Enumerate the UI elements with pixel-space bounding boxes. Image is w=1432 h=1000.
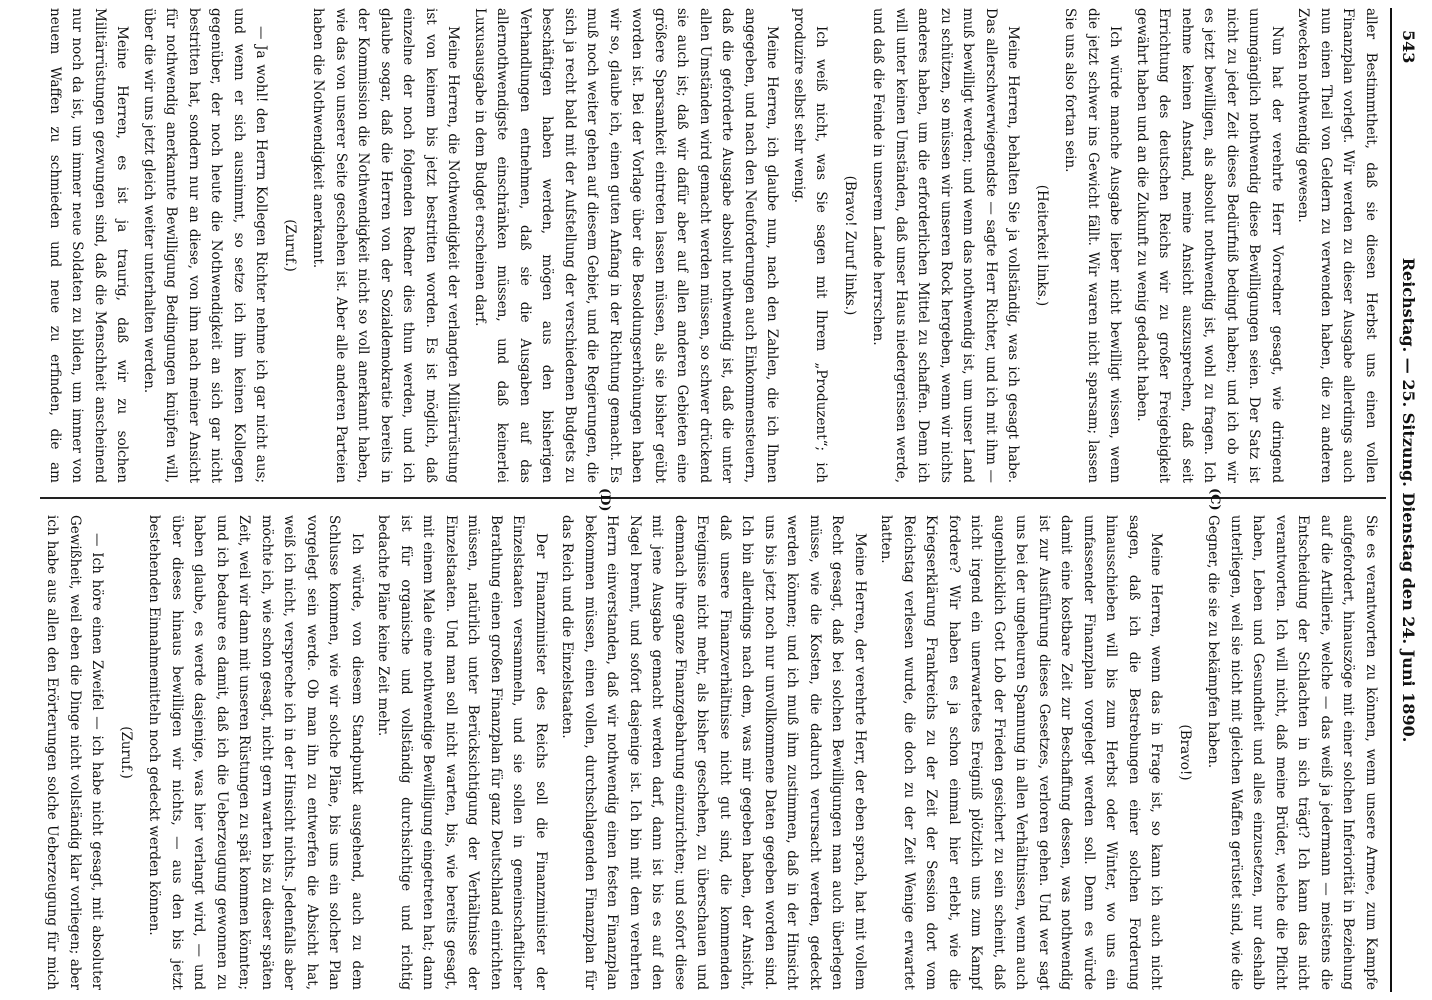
paragraph: — Ich höre einen Zweifel — ich habe nicht gesagt, mit absoluter Gewißheit, weil eben die Dinge nicht vollständig klar vorliegen; aber ich habe aus allen den Erörterungen solche Ueberzeugung für mich [44,515,106,990]
column-divider [40,497,1386,499]
paragraph: Der Finanzminister des Reichs soll die Finanzminister der Einzelstaaten versammeln, und sie sollen in gemeinschaftlicher Berathung einen großen Finanzplan für ganz Deutschland einrichten müssen, natürlich unter Berücksichtigung der Verhältnisse der Einzelstaaten. Und man soll nicht warten, bis, wie bereits gesagt, mit einem Male eine nothwendige Bewilligung eingetreten hat; dann ist für organische und vollständig durchsichtige und richtig bedachte Pläne keine Zeit mehr. [375,515,549,990]
paragraph: Meine Herren, die Nothwendigkeit der verlangten Militärrüstung ist von keinem bis jetzt bestritten worden. Es ist möglich, daß einzelne der noch folgenden Redner dies thun werden, und ich glaube sogar, daß die Herren von der Sozialdemokratie bereits in der Kommission die Nothwendigkeit nicht so voll anerkannt haben, wie das von unserer Seite geschehen ist. Aber alle anderen Parteien haben die Nothwendigkeit anerkannt. [310,8,462,483]
stage-direction: (Heiterkeit links.) [1034,184,1050,307]
page-number: 543 [1399,30,1418,64]
right-column [40,515,1382,990]
paragraph: — Ja wohl! den Herrn Kollegen Richter nehme ich gar nicht aus; und wenn er sich ausnimmt, so setze ich ihm keinen Kollegen gegenüber, der noch heute die Nothwendigkeit an sich gar nicht bestritten hat, sondern nur an diese, von ihm nach meiner Ansicht für nothwendig anerkannte Bewilligung Bedingungen knüpfen will, über die wir uns jetzt gleich weiter unterhalten werden. [141,8,270,483]
paragraph: Ich würde, von diesem Standpunkt ausgehend, auch zu dem Schlusse kommen, wie wir solche Pläne, bis uns ein solcher Plan vorgelegt sein werde. Ob man ihn zu entwerfen die Absicht hat, weiß ich nicht, verspreche ich in der Hinsicht nichts. Jedenfalls aber möchte ich, wie schon gesagt, nicht gern warten bis zu dieser späten Zeit, weil wir dann mit unseren Rüstungen zu spät kommen könnten; und ich bedaure es damit, daß ich die Ueberzeugung gewonnen zu haben glaube, es werde dasjenige, was hier verlangt wird, — und über dieses hinaus bewilligen wir nichts, — aus den bis jetzt bestehenden Einnahmemitteln noch gedeckt werden können. [146,515,365,990]
stage-direction: (Zuruf.) [282,219,298,272]
paragraph: Meine Herren, ich glaube nun, nach den Zahlen, die ich Ihnen angegeben, und nach den Neuforderungen auch Einkommensteuern, daß die geforderte Ausgabe absolut nothwendig ist, daß die unter allen Umständen wird gemacht werden müssen, so schwer drückend sie auch ist; daß wir dafür aber auf allen anderen Gebieten eine größere Sparsamkeit eintreten lassen müssen, als sie bisher geübt worden ist. Bei der Vorlage über die Besoldungserhöhungen haben wir so, glaube ich, einen guten Anfang in der Richtung gemacht. Es muß noch weiter gehen auf diesem Gebiet, und die Regierungen, die sich ja recht bald mit der Aufstellung der verschiedenen Budgets zu beschäftigen haben werden, mögen aus den bisherigen Verhandlungen entnehmen, daß sie die Ausgaben auf das allernothwendigste einschränken müssen, und daß keinerlei Luxusausgabe in dem Budget erscheinen darf. [472,8,781,483]
stage-direction: (Zuruf.) [118,726,134,779]
paragraph: Ich weiß nicht, was Sie sagen mit Ihrem „Produzent“; ich produzire selbst sehr wenig. [791,8,830,483]
paragraph: Meine Herren, es ist ja traurig, daß wir zu solchen Militärrüstungen gezwungen sind, daß die Menschheit anscheinend nur noch da ist, um immer neue Soldaten zu bilden, um immer von neuem Waffen zu schmieden und neue zu erfinden, die am [47,8,131,483]
paragraph: Meine Herren, behalten Sie ja vollständig, was ich gesagt habe. Das allerschwerwiegendste — sagte Herr Richter, und ich mit ihm — muß bewilligt werden; und wenn das nothwendig ist, um unser Land zu schützen, so müssen wir unseren Rock hergeben, wenn wir nichts anderes haben, um die erforderlichen Mittel zu schaffen. Denn ich will unter keinen Umständen, daß unser Haus niedergerissen werde, und daß die Feinde in unserem Lande herrschen. [870,8,1022,483]
margin-mark-d: (D) [597,488,612,512]
left-column [40,8,1382,483]
paragraph: Meine Herren, der verehrte Herr, der eben sprach, hat mit vollem Recht gesagt, daß bei solchen Bewilligungen man auch überlegen müsse, wie die Kosten, die dadurch verursacht werden, gedeckt werden können; und ich muß ihm zustimmen, daß in der Hinsicht uns bis jetzt noch nur unvollkommene Daten gegeben worden sind. Ich bin allerdings nach dem, was mir gegeben haben, der Ansicht, daß unsere Finanzverhältnisse nicht gut sind, die kommenden Ereignisse nicht mehr, als bisher geschehen, zu überschauen und demnach ihre ganze Finanzgebahrung einzurichten; und sofort diese mit jene Ausgabe gemacht werden darf, dann ist bis es auf den Nagel brennt, und sofort dasjenige ist. Ich bin mit dem verehrten Herrn einverstanden, daß wir nothwendig einen festen Finanzplan bekommen müssen, einen vollen, durchschlagenden Finanzplan für das Reich und die Einzelstaaten. [559,515,868,990]
running-header [1386,0,1432,1000]
paragraph: aller Bestimmtheit, daß sie diesen Herbst uns einen vollen Finanzplan vorlegt. Wir werden zu dieser Ausgabe allerdings auch nun einen Theil von Geldern zu verwenden haben, die zu anderen Zwecken nothwendig gewesen. [1295,8,1379,483]
paragraph: Sie es verantworten zu können, wenn unsere Armee, zum Kampfe aufgefordert, hinauszöge mit einer solchen Inferiorität in Beziehung auf die Artillerie, welche — das weiß ja jedermann — meistens die Entscheidung der Schlachten in sich trägt? Ich kann das nicht verantworten. Ich will nicht, daß meine Brüder, welche die Pflicht haben, Leben und Gesundheit und alles einzusetzen, nur deshalb unterliegen, weil sie nicht mit gleichen Waffen gerüstet sind, wie die Gegner, die sie zu bekämpfen haben. [1205,515,1379,990]
paragraph: Nun hat der verehrte Herr Vorredner gesagt, wie dringend unumgänglich nothwendig diese Bewilligungen seien. Der Satz ist nicht zu jeder Zeit dieses Bedürfniß bedingt haben; und ich ob wir es jetzt bewilligen, als absolut nothwendig ist, wohl zu fragen. Ich nehme keinen Anstand, meine Ansicht auszusprechen, daß seit Errichtung des deutschen Reichs wir zu großer Freigebigkeit gewährt haben und an die Zukunft zu wenig gedacht haben. [1134,8,1285,483]
paragraph: Ich würde manche Ausgabe lieber nicht bewilligt wissen, wenn die jetzt schwer ins Gewicht fällt. Wir waren nicht sparsam; lassen Sie uns also fortan sein. [1062,8,1124,483]
header-rule [1390,8,1392,992]
paragraph: Meine Herren, wenn das in Frage ist, so kann ich auch nicht sagen, daß ich die Bestrebungen einer solchen Forderung hinausschieben will bis zum Herbst oder Winter, wo uns ein umfassender Finanzplan vorgelegt werden soll. Denn es würde damit eine kostbare Zeit zur Beschaffung dessen, was nothwendig ist zur Ausführung dieses Gesetzes, verloren gehen. Und wer sagt uns bei der ungeheuren Spannung in allen Verhältnissen, wenn auch augenblicklich Gott Lob der Frieden gesichert zu sein scheint, daß nicht irgend ein unerwartetes Ereigniß plötzlich uns zum Kampf fordere? Wir haben es ja schon einmal hier erlebt, wie die Kriegserklärung Frankreichs zu der Zeit der Session dort vom Reichstag verlesen wurde, die doch zu der Zeit Wenige erwartet hatten. [878,515,1165,990]
stage-direction: (Bravo! Zuruf links.) [842,175,858,316]
margin-mark-c: (C) [1207,488,1222,511]
stage-direction: (Bravo!) [1177,724,1193,781]
header-title: Reichstag. — 25. Sitzung. Dienstag den 24. Juni 1890. [1399,257,1418,743]
